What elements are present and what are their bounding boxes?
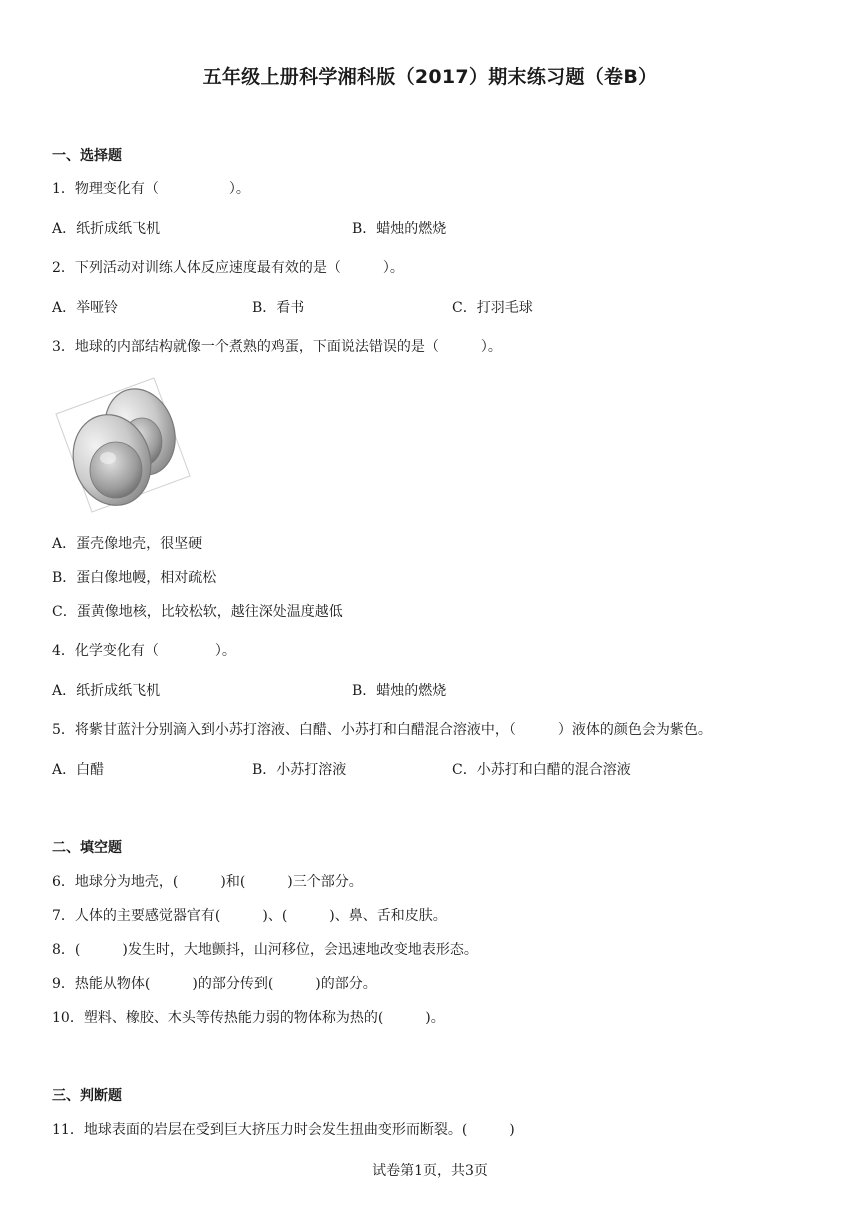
q2-option-a: A．举哑铃 [52, 300, 119, 316]
section-heading-judge: 三、判断题 [52, 1088, 122, 1104]
question-4: 4．化学变化有（ ）。 [52, 643, 236, 659]
q3-option-a: A．蛋壳像地壳，很坚硬 [52, 536, 203, 552]
question-10: 10．塑料、橡胶、木头等传热能力弱的物体称为热的( )。 [52, 1010, 445, 1026]
q3-option-c: C．蛋黄像地核，比较松软，越往深处温度越低 [52, 604, 343, 620]
question-2: 2．下列活动对训练人体反应速度最有效的是（ ）。 [52, 260, 404, 276]
page-footer: 试卷第1页，共3页 [372, 1163, 488, 1179]
question-8: 8．( )发生时，大地颤抖，山河移位，会迅速地改变地表形态。 [52, 942, 478, 958]
q1-option-a: A．纸折成纸飞机 [52, 221, 161, 237]
q4-option-a: A．纸折成纸飞机 [52, 683, 161, 699]
q1-option-b: B．蜡烛的燃烧 [352, 221, 447, 237]
question-6: 6．地球分为地壳，( )和( )三个部分。 [52, 874, 363, 890]
boiled-eggs-image [54, 376, 194, 516]
section-heading-choice: 一、选择题 [52, 148, 122, 164]
q2-option-c: C．打羽毛球 [452, 300, 533, 316]
section-heading-fill: 二、填空题 [52, 840, 122, 856]
q5-option-c: C．小苏打和白醋的混合溶液 [452, 762, 631, 778]
question-7: 7．人体的主要感觉器官有( )、( )、鼻、舌和皮肤。 [52, 908, 447, 924]
q2-option-b: B．看书 [252, 300, 305, 316]
q4-option-b: B．蜡烛的燃烧 [352, 683, 447, 699]
q5-option-b: B．小苏打溶液 [252, 762, 347, 778]
q3-option-b: B．蛋白像地幔，相对疏松 [52, 570, 217, 586]
page-title: 五年级上册科学湘科版（2017）期末练习题（卷B） [202, 66, 658, 88]
question-3: 3．地球的内部结构就像一个煮熟的鸡蛋，下面说法错误的是（ ）。 [52, 339, 502, 355]
question-5: 5．将紫甘蓝汁分别滴入到小苏打溶液、白醋、小苏打和白醋混合溶液中，（ ）液体的颜色会为紫色。 [52, 722, 712, 738]
question-9: 9．热能从物体( )的部分传到( )的部分。 [52, 976, 377, 992]
question-1: 1．物理变化有（ ）。 [52, 181, 250, 197]
question-11: 11．地球表面的岩层在受到巨大挤压力时会发生扭曲变形而断裂。( ) [52, 1122, 515, 1138]
q5-option-a: A．白醋 [52, 762, 105, 778]
